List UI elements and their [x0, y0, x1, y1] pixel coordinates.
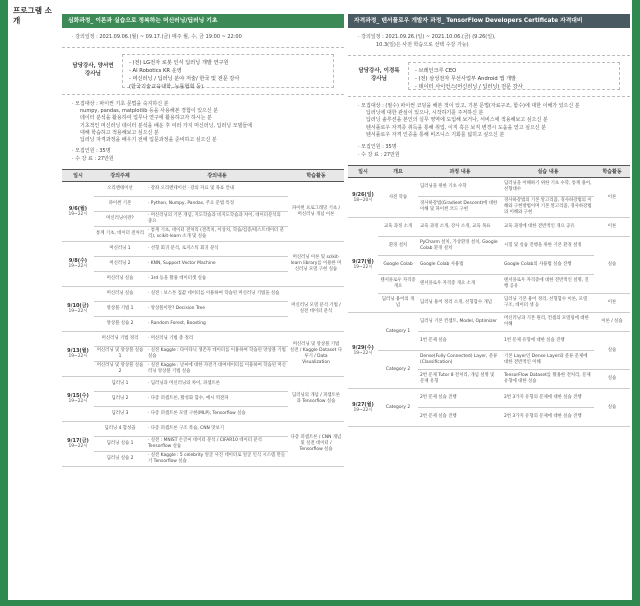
table-cell: 파이썬 기본 — [94, 197, 146, 212]
table-cell: 딥러닝 4 합성곱 — [94, 422, 146, 437]
table-cell: · 머신러닝의 기본 개념, 지도학습과 비지도학습과 차이, 데이터분석의 중요 — [146, 212, 288, 227]
table-cell: · Python, Numpy, Pandas, 주요 문법 특징 — [146, 197, 288, 212]
table-cell: 통계 기초, 데이터 전처리 — [94, 227, 146, 242]
table-cell: 실습 — [594, 389, 630, 427]
time-label: 19~22시 — [68, 444, 88, 450]
table-cell: 2번 문제 Tutor 8 전처리, 개념 설명 및 문제 유형 — [418, 370, 502, 389]
table-cell: · 실전 Kaggle : 타이타닉 생존자 데이터를 이용하여 학습된 앙상블 기법 실습 — [146, 347, 288, 362]
table-header: 실습 내용 — [502, 166, 594, 178]
table-row — [348, 178, 630, 197]
table-cell: · KNN, Support Vector Machine — [146, 257, 288, 272]
table-cell: 다층 퍼셉트론 / CNN 개념 및 실전 데이터 / Tensorflow 실습 — [288, 422, 344, 467]
time-label: 19~22시 — [68, 211, 88, 217]
right-fee: · 수 강 료 : 27만원 — [358, 152, 400, 159]
left-instructor-line: - AI Robotics KR 운영 — [129, 68, 182, 74]
table-cell: 머신러닝 1 — [94, 242, 146, 257]
table-row — [348, 256, 630, 275]
table-cell: 경사하강법(Gradient Descent)에 대한 이해 및 파이썬 코드 구현 — [418, 197, 502, 218]
table-row — [348, 389, 630, 408]
time-label: 19~22시 — [68, 399, 88, 405]
right-target: · 모집대상 : (필수) 파이썬 코딩을 해본 적이 있고, 기본 문법(자료구조, 함수)에 대한 이해가 있으신 분 — [358, 103, 580, 109]
table-header: 과정 내용 — [418, 166, 502, 178]
right-column — [348, 14, 630, 427]
table-header: 강의내용 — [146, 170, 288, 182]
table-cell: 머신러닝과 기본 원리, 컨셉의 모델링에 대한 이해 — [502, 313, 594, 332]
table-cell: 2번 문제 실습 진행 — [418, 389, 502, 408]
date-cell: 9/13(월) 19~22시 — [62, 332, 94, 377]
table-row — [348, 351, 630, 370]
table-cell: 머신러닝 실습 — [94, 287, 146, 302]
time-label: 19~22시 — [353, 407, 373, 413]
table-cell: · 다층 퍼셉트론, 활성화 함수, 예시 역전파 — [146, 392, 288, 407]
side-label: 프로그램 소개 — [13, 6, 52, 25]
date-cell: 9/6(월) 19~22시 — [62, 182, 94, 242]
table-cell: · 앙상블이란? Decision Tree — [146, 302, 288, 317]
left-target: · 모집대상 : 파이썬 기초 문법을 숙지하신 분 — [72, 101, 169, 107]
table-row — [62, 287, 344, 302]
table-cell: Google Colab 사용법 — [418, 256, 502, 275]
table-cell: 교육 과정 소개 — [378, 218, 418, 237]
table-cell: 딥러닝 1 — [94, 377, 146, 392]
table-cell: 1번 문제 실습 — [418, 332, 502, 351]
table-header: 학습활동 — [288, 170, 344, 182]
table-cell: · 통계 기초, 데이터 전처리 (결측치, 이상치, 학습/검증/테스트데이터 분리), scikit-learn 소개 및 실습 — [146, 227, 288, 242]
date-cell: 9/15(수) 19~22시 — [62, 377, 94, 422]
table-cell: Category 2 — [378, 389, 418, 427]
right-instructor-line: - 브레인크루 CEO — [415, 68, 457, 74]
table-cell: 딥러닝 실습 2 — [94, 452, 146, 467]
time-label: 19~22시 — [353, 265, 373, 271]
table-cell: · 실전 Kaggle : 5 celebrity 얼굴 사진 데이터로 얼굴 인식 시스템 만들기 Tensorflow 실습 — [146, 452, 288, 467]
table-cell: 이론 — [594, 218, 630, 237]
table-cell: 텐서플로우 자격증 개요 — [378, 275, 418, 294]
table-row — [62, 422, 344, 437]
right-count: · 모집인원 : 35명 — [358, 144, 397, 151]
right-instructor-line: - (전) 삼성전자 무선사업부 Android 앱 개발 — [415, 76, 517, 82]
left-count: · 모집인원 : 35명 — [72, 148, 111, 155]
table-cell: · 선형 회귀 분석, 로지스틱 회귀 분석 — [146, 242, 288, 257]
date-cell: 9/10(금) 19~22시 — [62, 287, 94, 332]
table-cell: Google Colab의 사용법 실습 진행 — [502, 256, 594, 275]
table-cell: 시험 및 실습 진행을 위한 기본 환경 설정 — [502, 237, 594, 256]
time-label: 19~22시 — [68, 309, 88, 315]
table-header: 학습활동 — [594, 166, 630, 178]
left-target-line: 기초적인 머신러닝 데이터 분석을 배운 후 여러 가지 머신러닝, 딥러닝 모델들에 — [80, 122, 253, 129]
table-cell: 실습 — [594, 370, 630, 389]
left-fee: · 수 강 료 : 27만원 — [72, 156, 114, 163]
right-instructor-line: - 데이터 사이언스(머신러닝 / 딥러닝) 전문 강사 — [415, 84, 523, 90]
table-header: 개요 — [378, 166, 418, 178]
time-label: 19~22시 — [68, 354, 88, 360]
table-cell: · 실전 : MNIST 손글씨 데이터 분석 / CIFAR10 데이터 분석 Tensorflow 실습 — [146, 437, 288, 452]
table-cell: · 머신러닝 기법 총 정리 — [146, 332, 288, 347]
table-cell: 교육 과정 소개, 강사 소개, 교육 목표 — [418, 218, 502, 237]
table-cell: 딥러닝의 개념 / 퍼셉트론과 Tensorflow 실습 — [288, 377, 344, 422]
table-row — [348, 237, 630, 256]
table-cell: 2번 3가지 유형의 문제에 대한 실습 진행 — [502, 408, 594, 427]
table-cell: 딥러닝을 이해하기 위한 기초 수학, 통계 용어, 선형대수 — [502, 178, 594, 197]
table-cell: 1번 문제 유형에 대한 실습 진행 — [502, 332, 594, 351]
table-cell: · 실전 : 보스톤 집값 데이터를 이용하여 학습된 머신러닝 기법을 실습 — [146, 287, 288, 302]
table-row — [348, 275, 630, 294]
table-cell: · 딥러닝과 머신러닝의 차이, 퍼셉트론 — [146, 377, 288, 392]
left-instructor-line: (한국기술교육대학, 능률협회 등) — [129, 84, 204, 90]
time-label: 19~22시 — [353, 350, 373, 356]
table-cell: 머신러닝 및 앙상블 실습 2 — [94, 362, 146, 377]
date-cell: 9/17(금) 19~22시 — [62, 422, 94, 467]
table-cell: 머신러닝 및 앙상블 실습 1 — [94, 347, 146, 362]
table-row — [348, 294, 630, 313]
table-cell: 이론 — [594, 294, 630, 313]
left-instructor-box — [122, 54, 334, 88]
table-cell: Category 1 — [378, 313, 418, 351]
left-target-line: 대해 학습하고 적용해보고 싶으신 분 — [80, 129, 159, 136]
table-cell: 실습 — [594, 332, 630, 370]
left-instructor — [62, 47, 344, 95]
table-cell: · 3rd 등을 활용 데이터셋 실습 — [146, 272, 288, 287]
right-header: 자격과정_ 텐서플로우 개발자 과정_ TensorFlow Developers Certificate 자격대비 — [348, 14, 630, 28]
table-row — [348, 313, 630, 332]
table-cell: PyCharm 설치, 가상환경 설치, Google Colab 환경 설치 — [418, 237, 502, 256]
table-cell: 텐서플로우 자격증에 대한 전반적인 설명, 진행 공유 — [502, 275, 594, 294]
table-row — [62, 332, 344, 347]
left-schedule-table — [62, 169, 344, 467]
time-label: 19~22시 — [68, 264, 88, 270]
table-row — [62, 242, 344, 257]
table-cell: 머신러닝 및 앙상블 기법 실전 / Kaggle Dataset 다루기 / Data Visualization — [288, 332, 344, 377]
table-cell: 텐서플로우 자격증 개요 소개 — [418, 275, 502, 294]
table-cell: 이론 / 실습 — [594, 313, 630, 332]
date-cell: 9/8(수) 19~22시 — [62, 242, 94, 287]
right-target-line: 텐서플로우 자격 인증을 통해 비즈니스 기회를 넓히고 싶으신 분 — [366, 131, 505, 138]
table-cell: 딥러닝 기본 컨셉트, Model, Optimizer — [418, 313, 502, 332]
right-instructor — [348, 55, 630, 97]
right-instructor-name: 담당강사, 이경록 강사님 — [358, 68, 400, 82]
table-cell: 경사하강법의 기본 알고리즘, 경사하강법의 이해와 구현방법이며 기본 알고리즘, 경사하강법의 이해와 구현 — [502, 197, 594, 218]
table-cell: 딥러닝 3 — [94, 407, 146, 422]
table-header: 일시 — [348, 166, 378, 178]
table-cell: 실습 — [594, 237, 630, 294]
table-cell: 기본 Layer인 Dense Layer와 분류 문제에 대한 전반적인 이해 — [502, 351, 594, 370]
table-cell: 머신러닝 2 — [94, 257, 146, 272]
table-cell: 환경 설치 — [378, 237, 418, 256]
left-instructor-line: - 머신러닝 / 딥러닝 분야 저술/ 한국 및 전문 강사 — [129, 76, 240, 82]
right-target-line: 딥러닝 솔루션을 본인의 실무 영역에 도입해 보거나, 서비스에 적용해보고 싶으신 분 — [366, 117, 548, 124]
table-cell: 앙상블 실습 2 — [94, 317, 146, 332]
table-cell: 파이썬 프로그래밍 기초 / 머신러닝 개념 이론 — [288, 182, 344, 242]
table-cell: · 강좌 오리엔테이션 · 강의 자료 및 목표 안내 — [146, 182, 288, 197]
table-cell: · 실전 Kaggle : 날씨에 대한 자전거 대여데이터를 이용하여 학습된 머신러닝 앙상블 기법 실습 — [146, 362, 288, 377]
table-row — [62, 182, 344, 197]
right-schedule-table — [348, 165, 630, 427]
table-cell: 딥러닝 기본 용어 정리, 선형함수 이론, 모델 구조, 데이터 셋 등 — [502, 294, 594, 313]
right-target-line: 딥러닝에 대한 관심이 있으나, 시작하기를 주저하신 분 — [366, 110, 484, 117]
table-cell: 머신러닝 모델 분석 기법 / 실전 데이터 분석 — [288, 287, 344, 332]
page — [8, 0, 632, 600]
date-cell: 9/27(월) 19~22시 — [348, 218, 378, 313]
table-cell: 머신러닝 기법 정리 — [94, 332, 146, 347]
table-cell: 딥러닝 용어 정리 소개, 선형함수 개념 — [418, 294, 502, 313]
left-target-line: 딥러닝 자격과정을 배우기 전에 입문과정을 준비하고 싶으신 분 — [80, 137, 217, 144]
table-row — [348, 218, 630, 237]
table-cell: 머신러닝 실습 — [94, 272, 146, 287]
table-cell: 앙상블 기법 1 — [94, 302, 146, 317]
left-period: · 강의일정 : 2021.09.06.(월) ~ 09.17.(금) 매주 월, 수, 금 19:00 ~ 22:00 — [72, 34, 242, 40]
left-header: 심화과정_ 이론과 실습으로 정복하는 머신러닝/딥러닝 기초 — [62, 14, 344, 28]
table-cell: 교육 과정에 대한 전반적인 개요 공유 — [502, 218, 594, 237]
table-cell: · Random Forest, Boosting — [146, 317, 288, 332]
table-cell: 이론 — [594, 178, 630, 218]
table-cell: 딥러닝 2 — [94, 392, 146, 407]
table-header: 강의주제 — [94, 170, 146, 182]
right-target-line: 텐서플로우 자격증 취득을 통해 취업, 이직 혹은 보직 변경시 도움을 얻고 싶으신 분 — [366, 124, 547, 131]
table-cell: 2번 3가지 유형의 문제에 대한 실습 진행 — [502, 389, 594, 408]
table-cell: 오리엔테이션 — [94, 182, 146, 197]
table-cell: 머신러닝 이론 및 scikit-learn library를 이용한 머신러닝 모델 구현 실습 — [288, 242, 344, 287]
table-header: 일시 — [62, 170, 94, 182]
table-cell: · 다층 퍼셉트론 모델 구현(MLP), Tensorflow 실습 — [146, 407, 288, 422]
left-instructor-name: 담당강사, 양서연 강사님 — [72, 63, 114, 77]
table-cell: 딥러닝 용어의 개념 — [378, 294, 418, 313]
table-cell: · 다층 퍼셉트론 구조 복습, CNN 맛보기 — [146, 422, 288, 437]
table-cell: 2번 문제 실습 진행 — [418, 408, 502, 427]
table-cell: TensorFlow Dataset를 활용한 전처리, 문제 유형에 대한 실습 — [502, 370, 594, 389]
right-period-note: 10.3(일)은 사전 학습으로 선택 수강 가능) — [376, 42, 469, 48]
table-cell: Dense(Fully Connected) Layer, 분류(Classification) — [418, 351, 502, 370]
table-cell: 딥러닝 실습 1 — [94, 437, 146, 452]
date-cell: 9/27(월) 19~22시 — [348, 389, 378, 427]
right-instructor-box — [408, 62, 620, 90]
left-target-line: 데이터 분석을 활용하여 업무나 연구에 활용하고자 하시는 분 — [80, 115, 212, 122]
time-label: 18~20시 — [353, 197, 373, 203]
right-period: · 강의일정 : 2021.09.26.(일) ~ 2021.10.06.(금) (9.26(일), — [358, 34, 496, 40]
left-target-line: numpy, pandas, matplotlib 등을 사용해본 경험이 있으신 분 — [80, 108, 219, 115]
table-cell: 머신러닝이란? — [94, 212, 146, 227]
table-cell: 딥러닝을 위한 기초 수학 — [418, 178, 502, 197]
date-cell: 9/26(일) 18~20시 — [348, 178, 378, 218]
table-row — [62, 377, 344, 392]
left-instructor-line: - (전) LG전자 로봇 인식 딥러닝 개발 연구원 — [129, 60, 229, 66]
table-cell: Google Colab — [378, 256, 418, 275]
left-column — [62, 14, 344, 467]
table-cell: Category 2 — [378, 351, 418, 389]
table-cell: 사전 학습 — [378, 178, 418, 218]
date-cell: 9/29(수) 19~22시 — [348, 313, 378, 389]
